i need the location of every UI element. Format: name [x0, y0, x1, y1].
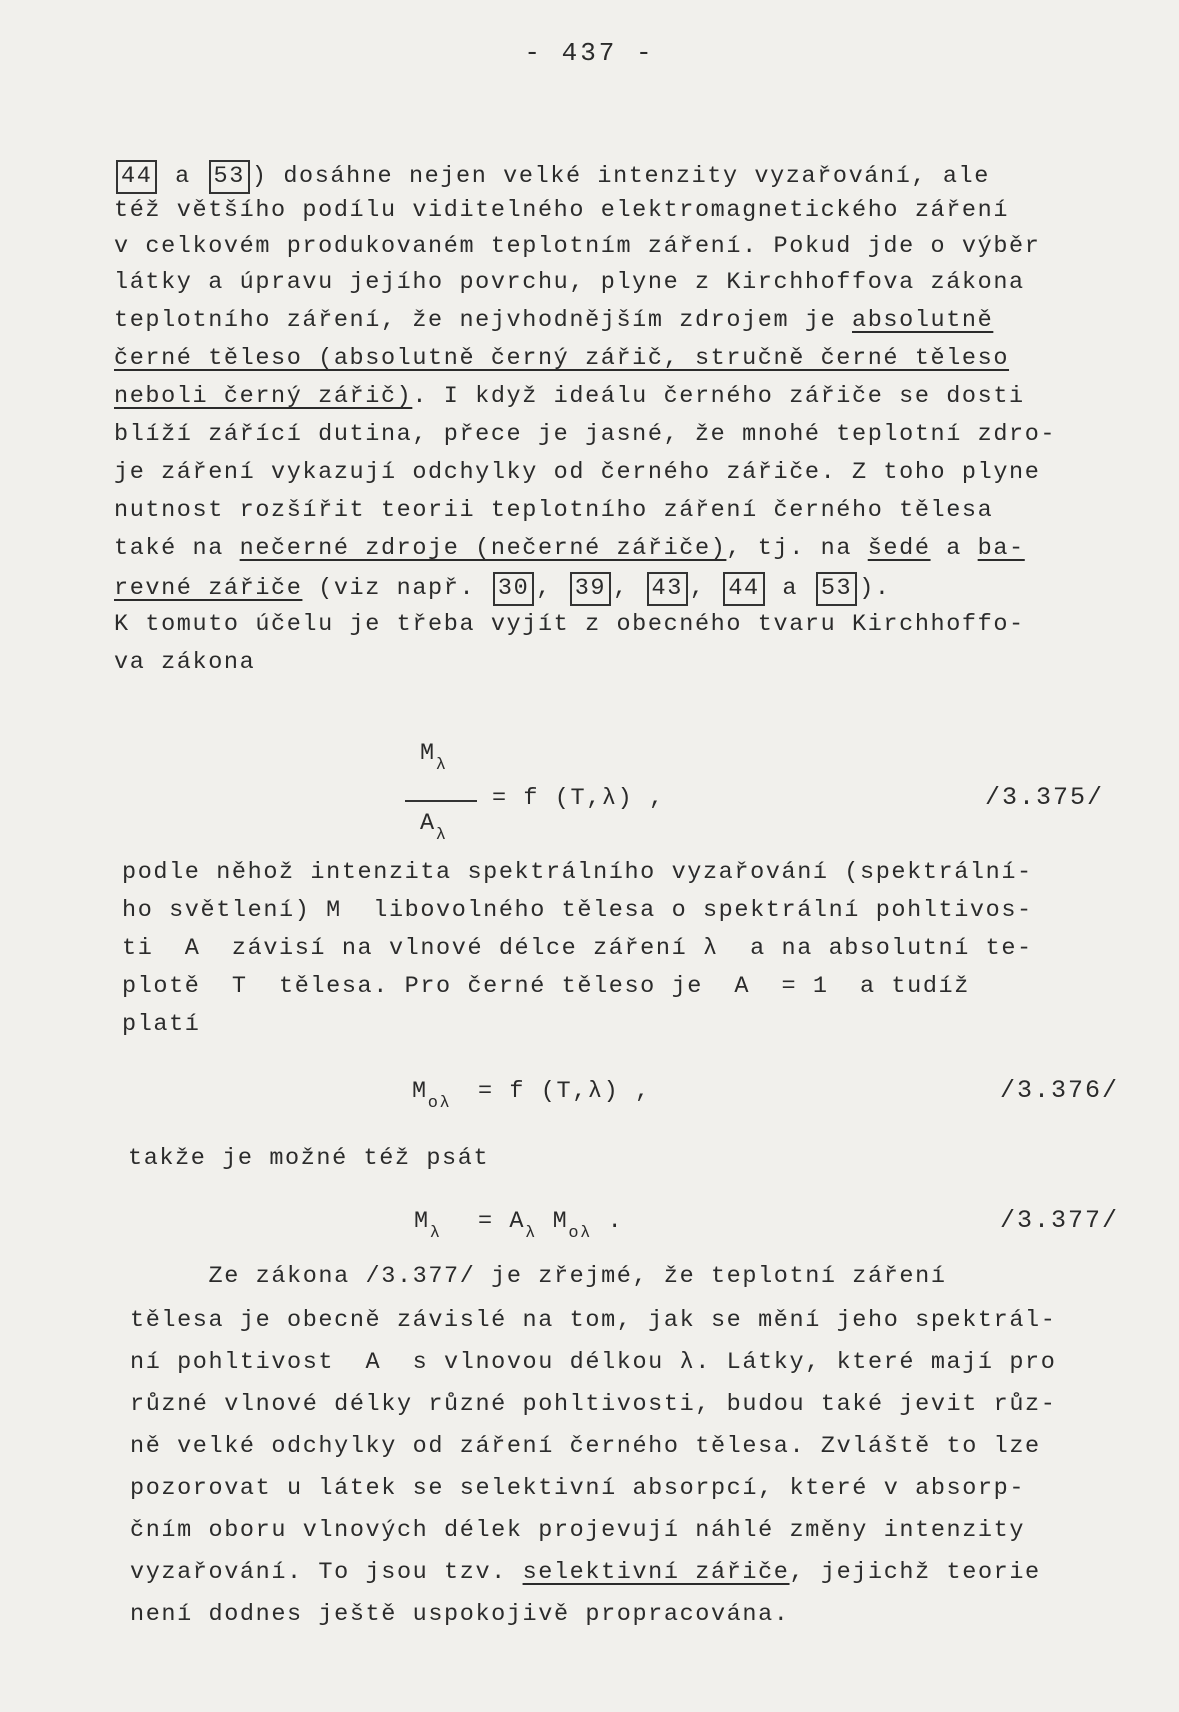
text-line: neboli černý zářič). I když ideálu černého zářiče se dosti	[114, 383, 1025, 410]
citation-ref: 44	[723, 572, 764, 606]
text-line: ní pohltivost A s vlnovou délkou λ. Látky, které mají pro	[130, 1349, 1057, 1376]
term-underlined: absolutně	[852, 307, 994, 334]
equation-number: /3.376/	[1000, 1076, 1120, 1105]
term-underlined: selektivní zářiče	[522, 1559, 790, 1586]
text-line: blíží zářící dutina, přece je jasné, že mnohé teplotní zdro-	[114, 421, 1057, 448]
equation-number: /3.375/	[985, 783, 1105, 812]
text-line: též většího podílu viditelného elektromagnetického záření	[114, 197, 1010, 224]
fraction-bar	[405, 800, 477, 802]
text-line: čním oboru vlnových délek projevují náhlé změny intenzity	[130, 1517, 1026, 1544]
text-line: revné zářiče (viz např. 30 , 39 , 43 , 44 a 53 ).	[114, 572, 891, 606]
text-line: Ze zákona /3.377/ je zřejmé, že teplotní záření	[130, 1263, 947, 1290]
text-line: není dodnes ještě uspokojivě propracována.	[130, 1601, 790, 1628]
term-underlined: nečerné zdroje (nečerné zářiče)	[239, 535, 727, 562]
text-line: ho světlení) M libovolného tělesa o spektrální pohltivos-	[122, 897, 1033, 924]
citation-ref: 43	[647, 572, 688, 606]
text-line: podle něhož intenzita spektrálního vyzařování (spektrální-	[122, 859, 1033, 886]
term-underlined: šedé	[867, 535, 931, 562]
eq-lhs: $M_\lambda$	[414, 1208, 442, 1243]
eq-denominator: $A_\lambda$	[420, 810, 448, 845]
equation-number: /3.377/	[1000, 1206, 1120, 1235]
text-line: plotě T tělesa. Pro černé těleso je A = 1 a tudíž	[122, 973, 970, 1000]
text-line: látky a úpravu jejího povrchu, plyne z Kirchhoffova zákona	[114, 269, 1025, 296]
term-underlined: černé těleso (absolutně černý zářič, stručně černé těleso	[114, 345, 1010, 372]
text-line: ně velké odchylky od záření černého tělesa. Zvláště to lze	[130, 1433, 1041, 1460]
text-line: K tomuto účelu je třeba vyjít z obecného tvaru Kirchhoffo-	[114, 611, 1025, 638]
text-line: vyzařování. To jsou tzv. selektivní zářiče, jejichž teorie	[130, 1559, 1041, 1586]
citation-ref: 30	[493, 572, 534, 606]
text-line: va zákona	[114, 649, 256, 676]
eq-rhs: = f (T,λ) ,	[492, 785, 665, 812]
text-line: je záření vykazují odchylky od černého zářiče. Z toho plyne	[114, 459, 1041, 486]
text-line: ti A závisí na vlnové délce záření λ a na absolutní te-	[122, 935, 1033, 962]
text-line: také na nečerné zdroje (nečerné zářiče), tj. na šedé a ba-	[114, 535, 1025, 562]
text-line: takže je možné též psát	[128, 1145, 490, 1172]
text-line: teplotního záření, že nejvhodnějším zdrojem je absolutně	[114, 307, 994, 334]
eq-numerator: $M_\lambda$	[420, 740, 448, 775]
text-line	[114, 344, 1009, 374]
page-number: - 437 -	[524, 38, 655, 68]
term-underlined: neboli černý zářič)	[114, 383, 413, 410]
text-line: pozorovat u látek se selektivní absorpcí, které v absorp-	[130, 1475, 1026, 1502]
text-line: tělesa je obecně závislé na tom, jak se mění jeho spektrál-	[130, 1307, 1057, 1334]
text-line: nutnost rozšířit teorii teplotního záření černého tělesa	[114, 497, 994, 524]
citation-ref: 53	[209, 160, 250, 194]
term-underlined: ba-	[977, 535, 1025, 562]
citation-ref: 39	[570, 572, 611, 606]
citation-ref: 44	[116, 160, 157, 194]
text-line: platí	[122, 1011, 201, 1038]
text-line: v celkovém produkovaném teplotním záření. Pokud jde o výběr	[114, 233, 1041, 260]
text-line: různé vlnové délky různé pohltivosti, budou také jevit růz-	[130, 1391, 1057, 1418]
citation-ref: 53	[816, 572, 857, 606]
eq-rhs: = $A_\lambda$ $M_{o\lambda}$ .	[478, 1208, 624, 1243]
term-underlined: revné zářiče	[114, 575, 303, 602]
eq-rhs: = f (T,λ) ,	[478, 1078, 651, 1105]
eq-lhs: $M_{o\lambda}$	[412, 1078, 452, 1113]
text-line: 44 a 53 ) dosáhne nejen velké intenzity vyzařování, ale	[114, 160, 990, 194]
